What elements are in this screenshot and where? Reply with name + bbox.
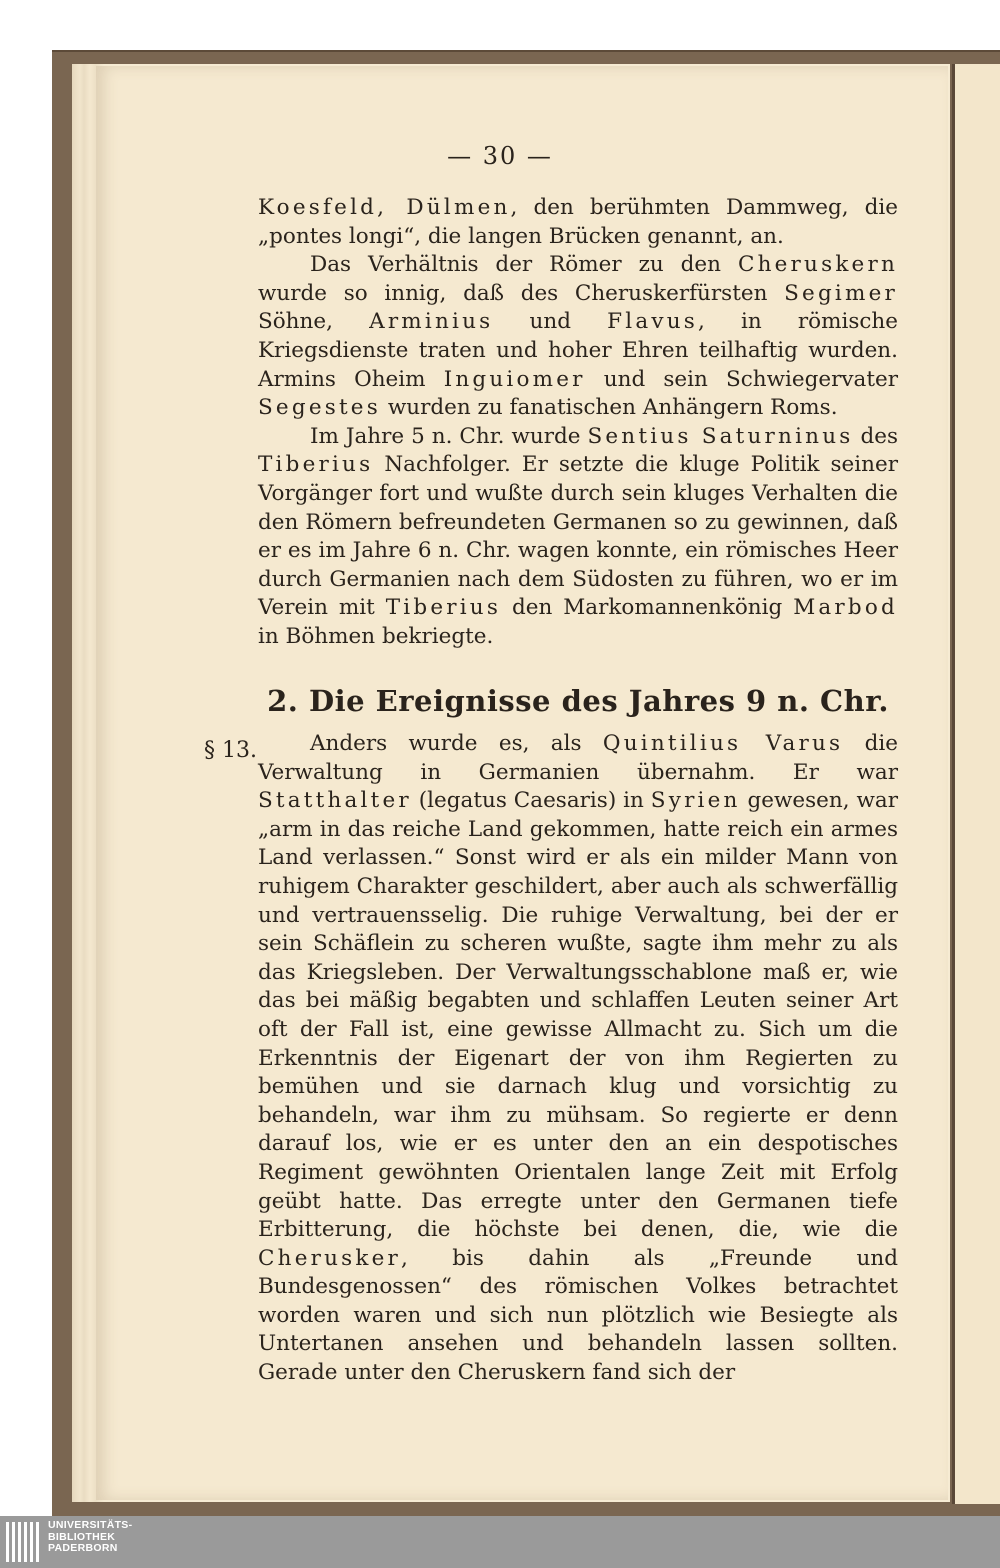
- paragraph-3: [258, 423, 898, 652]
- text-run: wurden zu fanatischen Anhängern Roms.: [380, 395, 838, 421]
- spaced-name: Statthalter: [258, 788, 412, 814]
- text-run: Im Jahre 5 n. Chr. wurde: [310, 423, 588, 449]
- library-logo-icon: [6, 1520, 42, 1564]
- text-run: wurde so innig, daß des Cheruskerfürsten: [258, 280, 785, 306]
- logo-line-1: UNIVERSITÄTS-: [48, 1519, 133, 1531]
- text-run: Anders wurde es, als: [310, 731, 603, 756]
- paragraph-1: [258, 194, 898, 251]
- text-run: (legatus Caesaris) in: [411, 788, 651, 814]
- text-run: , bis dahin als „Freunde und Bundesgenossen“ des römischen Volkes betrachtet worden waren und sich nun plötzlich wie Besiegte als Untertanen ansehen und behandeln lassen sollten. Gerade unter den Cheruskern fand sich der: [258, 1245, 898, 1386]
- facing-page-edge: [952, 64, 1000, 1504]
- body-text-bottom: [258, 730, 898, 1388]
- text-run: die Verwaltung in Germanien übernahm. Er war: [258, 731, 898, 785]
- section-heading: 2. Die Ereignisse des Jahres 9 n. Chr.: [267, 684, 889, 718]
- spaced-name: Segimer: [784, 280, 898, 306]
- spaced-name: Quintilius Varus: [602, 731, 844, 756]
- library-footer: [0, 1516, 1000, 1568]
- spaced-name: Tiberius: [385, 595, 502, 621]
- text-run: und sein Schwiegervater: [585, 366, 898, 392]
- paragraph-2: [258, 251, 898, 423]
- spaced-name: Marbod: [793, 595, 898, 621]
- spaced-name: Cheruskern: [737, 252, 898, 278]
- spaced-name: Arminius: [369, 309, 494, 335]
- page-number: — 30 —: [447, 142, 553, 170]
- logo-line-3: PADERBORN: [48, 1542, 118, 1554]
- text-run: Nachfolger. Er setzte die kluge Politik seiner Vorgänger fort und wußte durch sein kluges Verhalten die den Römern befreundeten Germanen so zu gewinnen, daß er es im Jahre 6 n. Chr. wagen konnte, ein römisches Heer durch Germanien nach dem Südosten zu führen, wo er im Verein mit: [258, 452, 898, 621]
- spaced-name: Tiberius: [258, 452, 374, 478]
- spaced-name: Flavus: [607, 309, 698, 335]
- spaced-name: Koesfeld, Dülmen: [258, 195, 511, 220]
- spaced-name: Segestes: [258, 395, 381, 421]
- text-run: und: [493, 309, 608, 335]
- text-run: gewesen, war „arm in das reiche Land gekommen, hatte reich ein armes Land verlassen.“ Sonst wird er als ein milder Mann von ruhigem Charakter geschildert, aber auch als schwerfällig und vertrauensselig. Die ruhige Verwaltung, bei der er sein Schäflein zu scheren wußte, sagte ihm mehr zu als das Kriegsleben. Der Verwaltungsschablone maß er, wie das bei mäßig begabten und schlaffen Leuten seiner Art oft der Fall ist, eine gewisse Allmacht zu. Sich um die Erkenntnis der Eigenart der von ihm Regierten zu bemühen und sie darnach klug und vorsichtig zu behandeln, war ihm zu mühsam. So regierte er denn darauf los, wie er es unter den an ein despotisches Regiment gewöhnten Orientalen lange Zeit mit Erfolg geübt hatte. Das erregte unter den Germanen tiefe Erbitterung, die höchste bei denen, die, wie die: [258, 788, 899, 1243]
- body-text-top: [258, 194, 898, 652]
- text-run: , den berühmten Dammweg, die „pontes longi“, die langen Brücken genannt, an.: [258, 195, 898, 249]
- spaced-name: Cherusker: [258, 1245, 402, 1271]
- section-number: § 13.: [204, 738, 257, 763]
- spaced-name: Sentius Saturninus: [587, 423, 854, 449]
- text-run: , in römische Kriegsdienste traten und hoher Ehren teilhaftig wurden. Armins Oheim: [258, 309, 898, 392]
- text-run: des: [853, 423, 898, 449]
- text-run: Das Verhältnis der Römer zu den: [310, 252, 738, 278]
- text-run: in Böhmen bekriegte.: [258, 623, 494, 649]
- paragraph-4: [258, 730, 898, 1388]
- logo-line-2: BIBLIOTHEK: [48, 1530, 116, 1543]
- spaced-name: Syrien: [650, 788, 741, 814]
- text-run: Söhne,: [258, 309, 370, 335]
- text-run: den Markomannenkönig: [501, 595, 794, 621]
- library-logo-text: [48, 1520, 132, 1555]
- spaced-name: Inguiomer: [443, 366, 586, 392]
